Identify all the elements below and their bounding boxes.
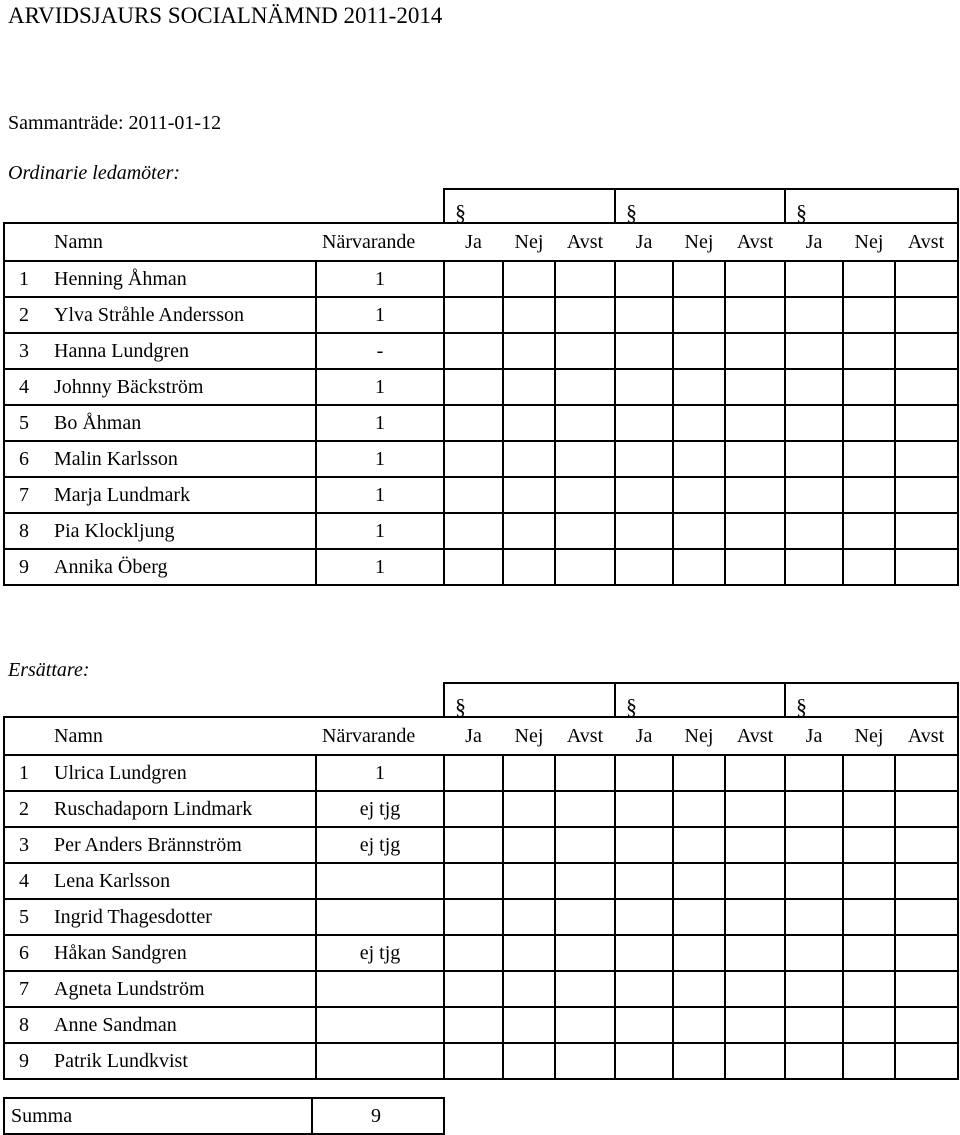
vote-cell [503,549,555,585]
vote-cell [725,863,785,899]
member-present: ej tjg [316,791,444,827]
vote-cell [785,1007,843,1043]
vote-cell [785,477,843,513]
vote-cell [444,755,503,791]
vote-cell [555,1007,615,1043]
vote-cell [785,863,843,899]
member-present [316,863,444,899]
member-name: Malin Karlsson [54,441,316,477]
vote-cell [444,863,503,899]
header-row [4,717,958,755]
section-cell [785,683,958,717]
column-header-yes: Ja [785,717,843,755]
vote-cell [673,513,725,549]
vote-cell [503,971,555,1007]
member-row [4,935,958,971]
section-symbol: § [796,694,807,719]
member-number: 5 [4,899,54,935]
vote-cell [673,405,725,441]
member-present: 1 [316,477,444,513]
vote-cell [444,261,503,297]
vote-cell [673,1007,725,1043]
section-cell [785,189,958,223]
vote-cell [673,477,725,513]
member-name: Pia Klockljung [54,513,316,549]
vote-cell [673,369,725,405]
vote-cell [843,899,895,935]
member-name: Ulrica Lundgren [54,755,316,791]
vote-cell [785,513,843,549]
vote-cell [503,405,555,441]
vote-cell [615,827,673,863]
member-number: 9 [4,1043,54,1079]
member-present: 1 [316,261,444,297]
vote-cell [673,549,725,585]
vote-cell [725,333,785,369]
column-header-no: Nej [673,717,725,755]
member-present [316,971,444,1007]
member-number: 4 [4,863,54,899]
member-row [4,755,958,791]
vote-cell [843,441,895,477]
member-number: 6 [4,935,54,971]
vote-cell [555,935,615,971]
member-present: - [316,333,444,369]
vote-cell [725,549,785,585]
vote-cell [444,827,503,863]
member-name: Henning Åhman [54,261,316,297]
vote-cell [555,863,615,899]
vote-cell [785,441,843,477]
vote-cell [785,1043,843,1079]
member-number: 1 [4,261,54,297]
member-name: Bo Åhman [54,405,316,441]
vote-cell [615,1043,673,1079]
member-number: 4 [4,369,54,405]
member-present: 1 [316,405,444,441]
vote-cell [895,369,958,405]
vote-cell [444,441,503,477]
section-symbol: § [626,200,637,225]
member-number: 8 [4,1007,54,1043]
column-header-present: Närvarande [316,717,444,755]
vote-cell [725,261,785,297]
vote-cell [615,549,673,585]
vote-cell [444,935,503,971]
vote-cell [444,405,503,441]
vote-cell [555,791,615,827]
vote-cell [444,333,503,369]
vote-cell [895,261,958,297]
section-symbol: § [455,694,466,719]
member-number: 3 [4,827,54,863]
vote-cell [725,441,785,477]
member-name: Ylva Stråhle Andersson [54,297,316,333]
vote-cell [725,1043,785,1079]
vote-cell [725,827,785,863]
vote-cell [444,1043,503,1079]
member-row [4,513,958,549]
section-cell [615,683,785,717]
vote-cell [843,791,895,827]
column-header-abstain: Avst [725,223,785,261]
vote-cell [843,513,895,549]
member-row [4,369,958,405]
member-row [4,827,958,863]
member-name: Håkan Sandgren [54,935,316,971]
vote-cell [555,755,615,791]
vote-cell [503,827,555,863]
vote-cell [785,261,843,297]
vote-cell [725,297,785,333]
vote-cell [555,549,615,585]
summa-value: 9 [312,1098,444,1134]
column-header-abstain: Avst [555,717,615,755]
vote-cell [843,935,895,971]
vote-cell [895,827,958,863]
vote-cell [785,297,843,333]
vote-cell [673,791,725,827]
vote-cell [785,369,843,405]
column-header-yes: Ja [444,223,503,261]
vote-cell [895,297,958,333]
member-present: ej tjg [316,935,444,971]
ersattare-heading: Ersättare: [8,659,90,681]
vote-cell [503,755,555,791]
vote-cell [895,477,958,513]
member-number: 3 [4,333,54,369]
section-cell [444,683,615,717]
vote-cell [555,261,615,297]
vote-cell [725,369,785,405]
section-cell [615,189,785,223]
column-header-no: Nej [503,223,555,261]
vote-cell [503,1007,555,1043]
vote-cell [673,971,725,1007]
vote-cell [895,549,958,585]
vote-cell [555,971,615,1007]
vote-cell [615,791,673,827]
member-number: 5 [4,405,54,441]
vote-cell [673,827,725,863]
vote-cell [725,405,785,441]
vote-cell [785,333,843,369]
vote-cell [503,297,555,333]
section-row [4,683,958,717]
vote-cell [503,1043,555,1079]
vote-cell [843,477,895,513]
vote-cell [895,405,958,441]
member-name: Ruschadaporn Lindmark [54,791,316,827]
vote-cell [673,441,725,477]
vote-cell [895,755,958,791]
member-name: Johnny Bäckström [54,369,316,405]
vote-cell [895,863,958,899]
vote-cell [555,1043,615,1079]
vote-cell [895,1043,958,1079]
vote-cell [615,405,673,441]
vote-cell [843,261,895,297]
vote-cell [444,513,503,549]
section-symbol: § [796,200,807,225]
member-present: 1 [316,513,444,549]
vote-cell [785,899,843,935]
column-header-no: Nej [843,223,895,261]
vote-cell [725,899,785,935]
vote-cell [503,477,555,513]
vote-cell [615,369,673,405]
vote-cell [615,441,673,477]
vote-cell [843,1007,895,1043]
vote-cell [615,755,673,791]
member-present: 1 [316,549,444,585]
vote-cell [785,791,843,827]
vote-cell [444,791,503,827]
member-row [4,333,958,369]
vote-cell [444,899,503,935]
section-symbol: § [626,694,637,719]
vote-cell [503,513,555,549]
member-name: Hanna Lundgren [54,333,316,369]
vote-cell [843,405,895,441]
column-header-yes: Ja [615,223,673,261]
vote-cell [895,791,958,827]
vote-cell [503,899,555,935]
vote-cell [503,333,555,369]
member-number: 7 [4,477,54,513]
member-name: Agneta Lundström [54,971,316,1007]
member-number: 1 [4,755,54,791]
ordinarie-table [3,188,959,586]
vote-cell [444,971,503,1007]
member-present: 1 [316,441,444,477]
vote-cell [555,369,615,405]
member-number: 6 [4,441,54,477]
member-present: ej tjg [316,827,444,863]
vote-cell [615,513,673,549]
vote-cell [503,863,555,899]
member-number: 9 [4,549,54,585]
vote-cell [725,971,785,1007]
vote-cell [503,935,555,971]
column-header-abstain: Avst [895,717,958,755]
vote-cell [895,1007,958,1043]
vote-cell [615,863,673,899]
ordinarie-heading: Ordinarie ledamöter: [8,162,181,184]
member-row [4,863,958,899]
member-present: 1 [316,755,444,791]
vote-cell [895,899,958,935]
member-row [4,477,958,513]
member-number: 8 [4,513,54,549]
vote-cell [615,261,673,297]
vote-cell [673,935,725,971]
vote-cell [615,971,673,1007]
vote-cell [725,791,785,827]
member-number: 2 [4,791,54,827]
ersattare-table [3,682,959,1080]
vote-cell [895,333,958,369]
column-header-abstain: Avst [895,223,958,261]
vote-cell [503,369,555,405]
vote-cell [785,405,843,441]
vote-cell [843,755,895,791]
vote-cell [725,755,785,791]
vote-cell [444,297,503,333]
member-row [4,441,958,477]
column-header-name: Namn [54,223,316,261]
column-header-abstain: Avst [555,223,615,261]
vote-cell [555,297,615,333]
vote-cell [895,935,958,971]
member-row [4,1043,958,1079]
vote-cell [673,261,725,297]
vote-cell [785,827,843,863]
vote-cell [895,971,958,1007]
vote-cell [843,297,895,333]
member-name: Marja Lundmark [54,477,316,513]
vote-cell [843,549,895,585]
vote-cell [895,441,958,477]
vote-cell [785,755,843,791]
vote-cell [444,477,503,513]
member-number: 7 [4,971,54,1007]
vote-cell [555,513,615,549]
header-row [4,223,958,261]
member-row [4,1007,958,1043]
member-present [316,1043,444,1079]
column-header-no: Nej [503,717,555,755]
member-row [4,971,958,1007]
vote-cell [843,333,895,369]
member-present: 1 [316,297,444,333]
member-name: Per Anders Brännström [54,827,316,863]
vote-cell [895,513,958,549]
vote-cell [673,863,725,899]
vote-cell [843,863,895,899]
vote-cell [444,369,503,405]
page-title: ARVIDSJAURS SOCIALNÄMND 2011-2014 [8,3,443,28]
vote-cell [444,549,503,585]
vote-cell [673,297,725,333]
vote-cell [843,971,895,1007]
vote-cell [785,549,843,585]
column-header-yes: Ja [615,717,673,755]
member-present [316,1007,444,1043]
vote-cell [673,333,725,369]
vote-cell [785,971,843,1007]
member-row [4,791,958,827]
vote-cell [615,935,673,971]
vote-cell [615,477,673,513]
member-present [316,899,444,935]
vote-cell [555,405,615,441]
section-symbol: § [455,200,466,225]
vote-cell [843,369,895,405]
column-header-no: Nej [843,717,895,755]
summa-table [3,1097,445,1135]
vote-cell [615,297,673,333]
column-header-yes: Ja [444,717,503,755]
member-name: Ingrid Thagesdotter [54,899,316,935]
meeting-date: Sammanträde: 2011-01-12 [8,112,222,134]
section-cell [444,189,615,223]
vote-cell [673,899,725,935]
member-row [4,899,958,935]
member-name: Patrik Lundkvist [54,1043,316,1079]
vote-cell [785,935,843,971]
member-name: Annika Öberg [54,549,316,585]
vote-cell [843,1043,895,1079]
vote-cell [444,1007,503,1043]
member-name: Anne Sandman [54,1007,316,1043]
vote-cell [503,261,555,297]
column-header-name: Namn [54,717,316,755]
member-row [4,261,958,297]
member-name: Lena Karlsson [54,863,316,899]
vote-cell [503,441,555,477]
vote-cell [555,827,615,863]
vote-cell [615,899,673,935]
vote-cell [555,899,615,935]
vote-cell [725,1007,785,1043]
column-header-present: Närvarande [316,223,444,261]
vote-cell [555,441,615,477]
member-row [4,297,958,333]
member-row [4,549,958,585]
vote-cell [843,827,895,863]
vote-cell [673,1043,725,1079]
vote-cell [503,791,555,827]
vote-cell [615,333,673,369]
summa-label: Summa [4,1098,312,1134]
summa-row [4,1098,444,1134]
member-present: 1 [316,369,444,405]
vote-cell [725,935,785,971]
vote-cell [555,333,615,369]
vote-cell [725,477,785,513]
vote-cell [673,755,725,791]
vote-cell [725,513,785,549]
vote-cell [555,477,615,513]
member-row [4,405,958,441]
column-header-yes: Ja [785,223,843,261]
column-header-no: Nej [673,223,725,261]
member-number: 2 [4,297,54,333]
vote-cell [615,1007,673,1043]
column-header-abstain: Avst [725,717,785,755]
section-row [4,189,958,223]
